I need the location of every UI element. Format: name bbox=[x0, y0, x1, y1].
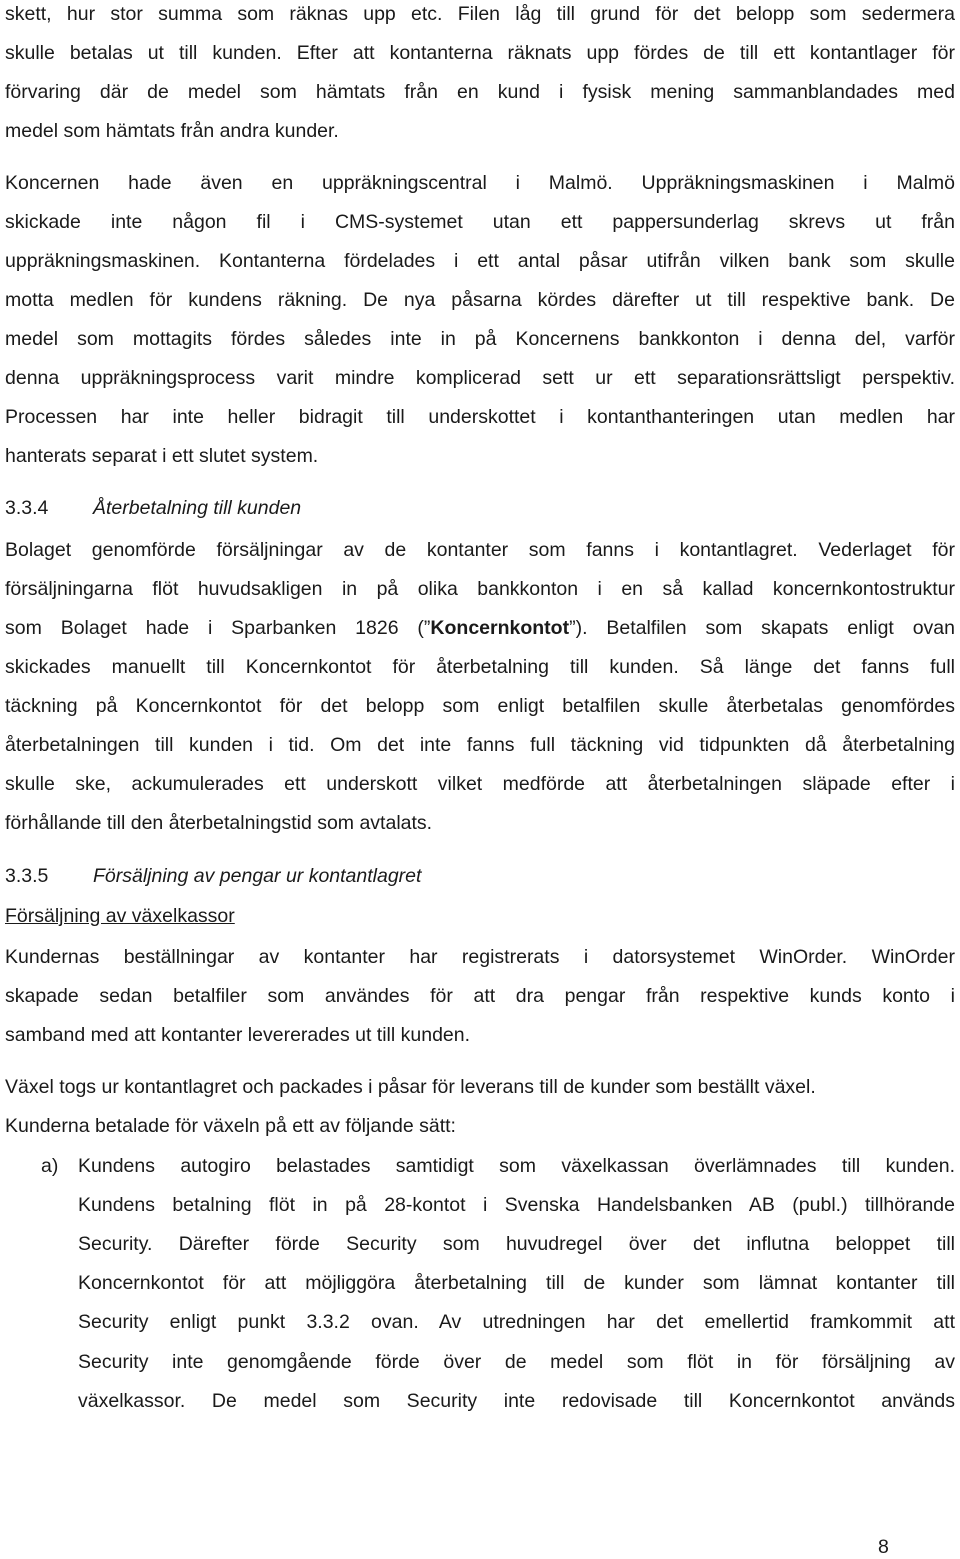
paragraph-5-line-2: Kunderna betalade för växeln på ett av följande sätt: bbox=[5, 1115, 456, 1137]
paragraph-3-line-6: återbetalningen till kunden i tid. Om det inte fanns full täckning vid tidpunkten då återbetalning bbox=[5, 734, 955, 756]
paragraph-2-line-6: denna uppräkningsprocess varit mindre komplicerad sett ur ett separationsrättsligt perspektiv. bbox=[5, 367, 955, 389]
paragraph-2-line-7: Processen har inte heller bidragit till underskottet i kontanthanteringen utan medlen har bbox=[5, 406, 955, 428]
page-number: 8 bbox=[878, 1536, 889, 1558]
section-title: Återbetalning till kunden bbox=[93, 497, 302, 519]
paragraph-3-line-3-post: ”). Betalfilen som skapats enligt ovan bbox=[569, 617, 955, 639]
list-item-a-line-2: Kundens betalning flöt in på 28-kontot i Svenska Handelsbanken AB (publ.) tillhörande bbox=[78, 1194, 955, 1216]
paragraph-4-line-1: Kundernas beställningar av kontanter har registrerats i datorsystemet WinOrder. WinOrder bbox=[5, 946, 955, 968]
list-item-a-line-5: Security enligt punkt 3.3.2 ovan. Av utredningen har det emellertid framkommit att bbox=[78, 1311, 955, 1333]
defined-term-koncernkontot: Koncernkontot bbox=[430, 617, 570, 639]
list-item-a-line-7: växelkassor. De medel som Security inte redovisade till Koncernkontot används bbox=[78, 1390, 955, 1412]
paragraph-2-line-4: motta medlen för kundens räkning. De nya påsarna kördes därefter ut till respektive bank. De bbox=[5, 289, 955, 311]
paragraph-2-line-8: hanterats separat i ett slutet system. bbox=[5, 445, 319, 467]
paragraph-1-line-4: medel som hämtats från andra kunder. bbox=[5, 120, 339, 142]
section-heading-3-3-4 bbox=[5, 496, 955, 520]
section-number: 3.3.5 bbox=[5, 865, 49, 887]
section-heading-3-3-5 bbox=[5, 864, 955, 888]
section-title: Försäljning av pengar ur kontantlagret bbox=[93, 865, 422, 887]
paragraph-2-line-3: uppräkningsmaskinen. Kontanterna fördelades i ett antal påsar utifrån vilken bank som skulle bbox=[5, 250, 955, 272]
paragraph-5-line-1: Växel togs ur kontantlagret och packades i påsar för leverans till de kunder som beställt växel. bbox=[5, 1076, 816, 1098]
paragraph-3-line-4: skickades manuellt till Koncernkontot för återbetalning till kunden. Så länge det fanns full bbox=[5, 656, 955, 678]
paragraph-3-line-2: försäljningarna flöt huvudsakligen in på olika bankkonton i en så kallad koncernkontostruktur bbox=[5, 578, 955, 600]
paragraph-1-line-1: skett, hur stor summa som räknas upp etc. Filen låg till grund för det belopp som sedermera bbox=[5, 3, 955, 25]
paragraph-3-line-1: Bolaget genomförde försäljningar av de kontanter som fanns i kontantlagret. Vederlaget för bbox=[5, 539, 955, 561]
paragraph-1-line-2: skulle betalas ut till kunden. Efter att kontanterna räknats upp fördes de till ett kontantlager för bbox=[5, 42, 955, 64]
paragraph-4-line-3: samband med att kontanter levererades ut till kunden. bbox=[5, 1024, 471, 1046]
subheading-vaxelkassor: Försäljning av växelkassor bbox=[5, 905, 235, 927]
list-item-a-line-1: Kundens autogiro belastades samtidigt som växelkassan överlämnades till kunden. bbox=[78, 1155, 955, 1177]
paragraph-4-line-2: skapade sedan betalfiler som användes för att dra pengar från respektive kunds konto i bbox=[5, 985, 955, 1007]
paragraph-3-line-3 bbox=[5, 616, 955, 640]
paragraph-3-line-7: skulle ske, ackumulerades ett underskott vilket medförde att återbetalningen släpade efter i bbox=[5, 773, 955, 795]
section-number: 3.3.4 bbox=[5, 497, 49, 519]
paragraph-2-line-2: skickade inte någon fil i CMS-systemet utan ett pappersunderlag skrevs ut från bbox=[5, 211, 955, 233]
paragraph-2-line-5: medel som mottagits fördes således inte in på Koncernens bankkonton i denna del, varför bbox=[5, 328, 955, 350]
list-item-a-line-3: Security. Därefter förde Security som huvudregel över det influtna beloppet till bbox=[78, 1233, 955, 1255]
list-label: a) bbox=[41, 1155, 59, 1177]
paragraph-2-line-1: Koncernen hade även en uppräkningscentral i Malmö. Uppräkningsmaskinen i Malmö bbox=[5, 172, 955, 194]
list-item-a-line-4: Koncernkontot för att möjliggöra återbetalning till de kunder som lämnat kontanter till bbox=[78, 1272, 955, 1294]
list-item-a-line-6: Security inte genomgående förde över de medel som flöt in för försäljning av bbox=[78, 1351, 955, 1373]
paragraph-3-line-5: täckning på Koncernkontot för det belopp som enligt betalfilen skulle återbetalas genomfördes bbox=[5, 695, 955, 717]
paragraph-1-line-3: förvaring där de medel som hämtats från en kund i fysisk mening sammanblandades med bbox=[5, 81, 955, 103]
paragraph-3-line-3-pre: som Bolaget hade i Sparbanken 1826 (” bbox=[5, 617, 431, 639]
paragraph-3-line-8: förhållande till den återbetalningstid som avtalats. bbox=[5, 812, 433, 834]
